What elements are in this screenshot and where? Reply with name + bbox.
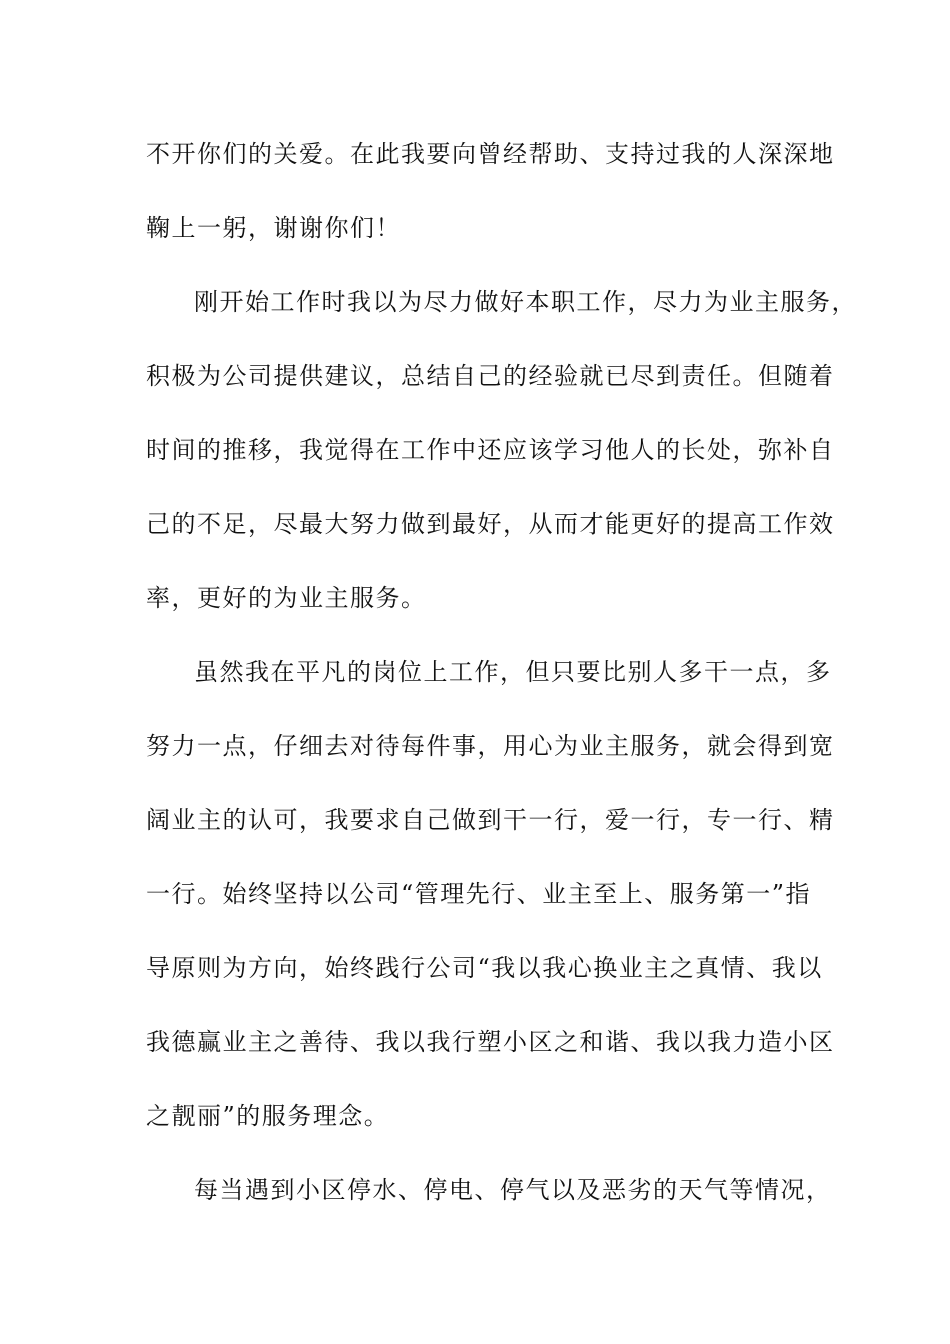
text-line: 阔业主的认可，我要求自己做到干一行，爱一行，专一行、精 [146, 806, 835, 834]
text-line: 导原则为方向，始终践行公司“我以我心换业主之真情、我以 [146, 954, 823, 982]
text-line: 之靓丽”的服务理念。 [146, 1102, 390, 1130]
text-line: 己的不足，尽最大努力做到最好，从而才能更好的提高工作效 [146, 510, 835, 538]
text-line: 积极为公司提供建议，总结自己的经验就已尽到责任。但随着 [146, 362, 835, 390]
text-line: 一行。始终坚持以公司“管理先行、业主至上、服务第一”指 [146, 880, 812, 908]
paragraph-first-line: 每当遇到小区停水、停电、停气以及恶劣的天气等情况， [194, 1176, 832, 1204]
text-line: 不开你们的关爱。在此我要向曾经帮助、支持过我的人深深地 [146, 140, 835, 168]
text-line: 我德赢业主之善待、我以我行塑小区之和谐、我以我力造小区 [146, 1028, 835, 1056]
text-line: 率，更好的为业主服务。 [146, 584, 427, 612]
paragraph-first-line: 刚开始工作时我以为尽力做好本职工作，尽力为业主服务， [194, 288, 857, 316]
text-line: 鞠上一躬，谢谢你们！ [146, 214, 401, 242]
paragraph-first-line: 虽然我在平凡的岗位上工作，但只要比别人多干一点，多 [194, 658, 832, 686]
text-line: 努力一点，仔细去对待每件事，用心为业主服务，就会得到宽 [146, 732, 835, 760]
text-line: 时间的推移，我觉得在工作中还应该学习他人的长处，弥补自 [146, 436, 835, 464]
